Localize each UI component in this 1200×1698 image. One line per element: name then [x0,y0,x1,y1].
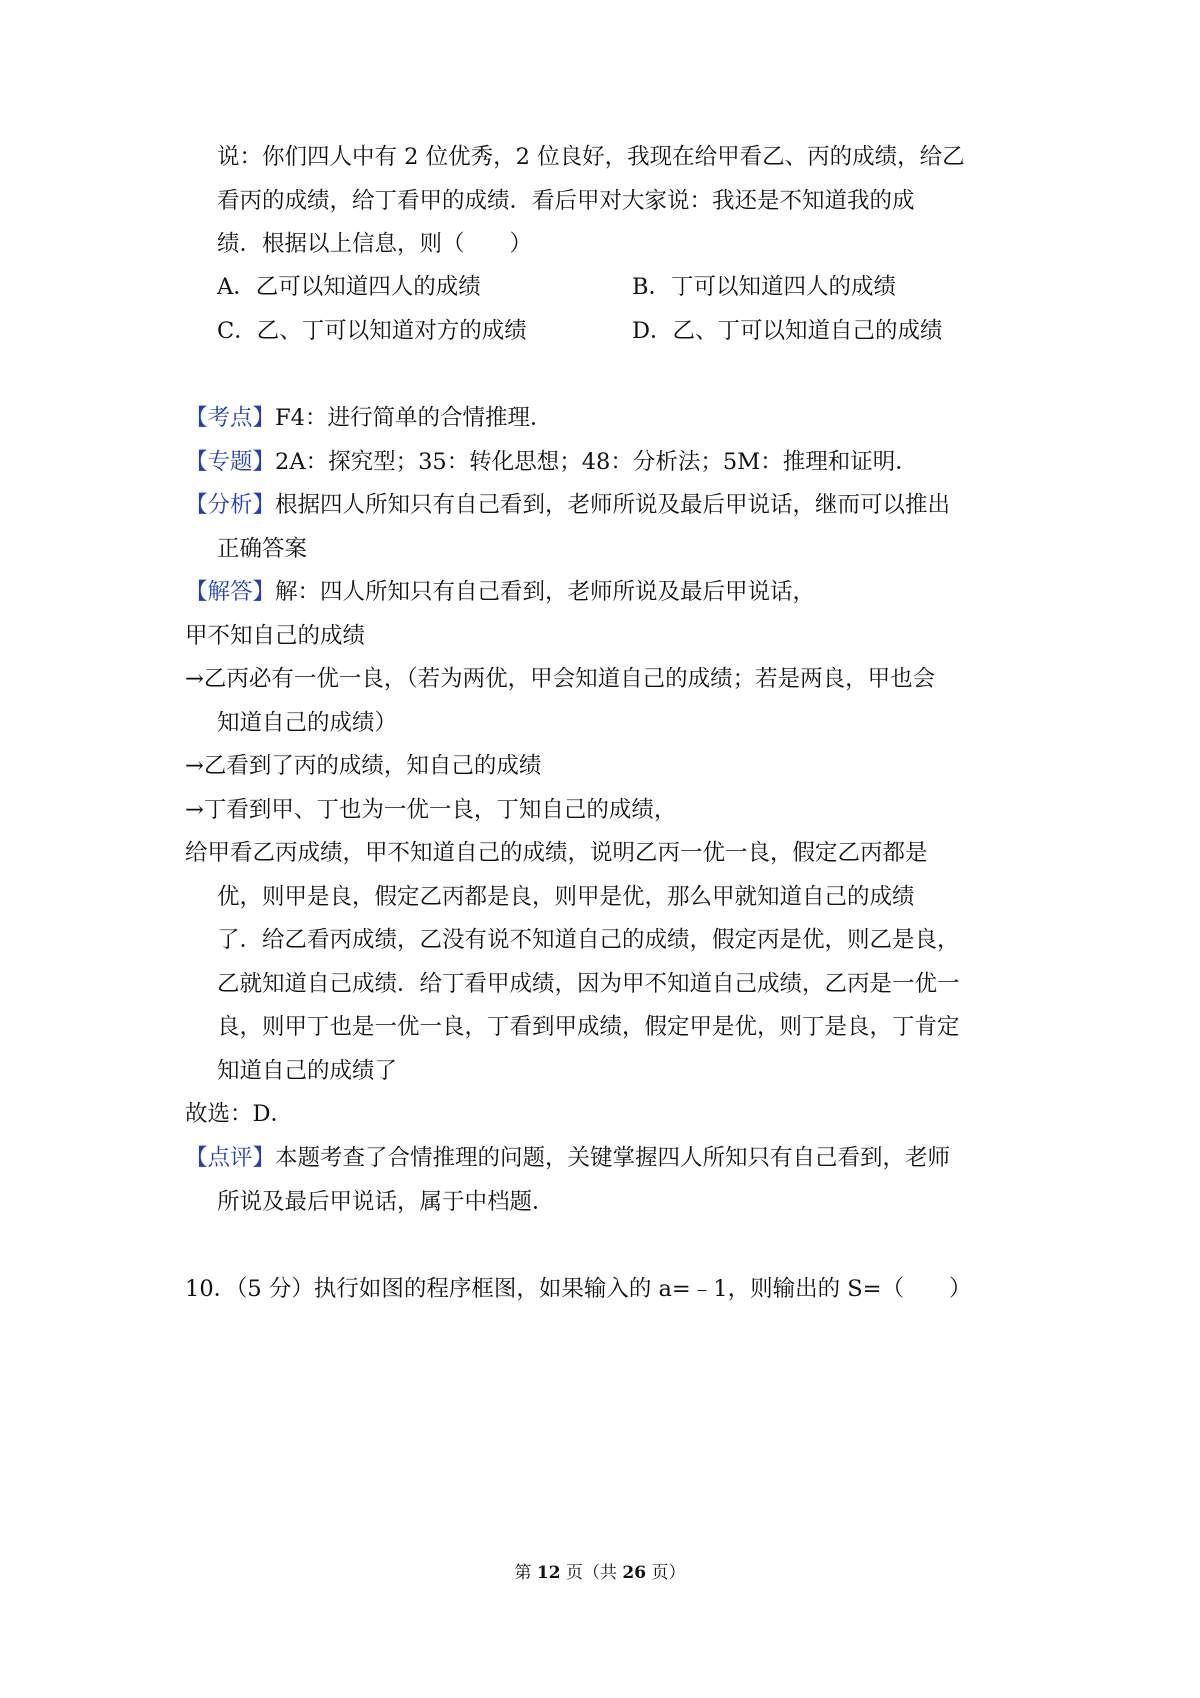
fenxi-line-2: 正确答案 [217,536,308,562]
jieda-line: 给甲看乙丙成绩，甲不知道自己的成绩，说明乙丙一优一良，假定乙丙都是 [185,840,928,866]
footer-suffix: 页） [646,1563,686,1583]
fenxi-tag: 【分析】 [185,492,276,518]
dianping-line-1 [185,1143,950,1173]
footer-prefix: 第 [514,1563,537,1583]
footer-page-number: 12 [536,1563,561,1583]
jieda-line-first [185,577,815,607]
jieda-line: →乙丙必有一优一良，（若为两优，甲会知道自己的成绩；若是两良，甲也会 [185,666,936,692]
jieda-line: 优，则甲是良，假定乙丙都是良，则甲是优，那么甲就知道自己的成绩 [217,884,915,910]
jieda-line: 甲不知自己的成绩 [185,623,366,649]
zhuanti-tag: 【专题】 [185,449,276,475]
footer-middle: 页（共 [560,1563,623,1583]
jieda-line: 知道自己的成绩） [217,710,398,736]
fenxi-text-1: 根据四人所知只有自己看到，老师所说及最后甲说话，继而可以推出 [275,492,951,518]
jieda-line: 了．给乙看丙成绩，乙没有说不知道自己的成绩，假定丙是优，则乙是良， [217,927,960,953]
page-footer [0,1561,1200,1585]
intro-line-1: 说：你们四人中有 2 位优秀，2 位良好，我现在给甲看乙、丙的成绩，给乙 [217,144,965,170]
option-c: C．乙、丁可以知道对方的成绩 [217,318,527,344]
kaodian-tag: 【考点】 [185,405,276,431]
kaodian-line [185,403,552,433]
option-a: A．乙可以知道四人的成绩 [217,274,481,300]
intro-line-2: 看丙的成绩，给丁看甲的成绩．看后甲对大家说：我还是不知道我的成 [217,188,915,214]
question-10: 10．（5 分）执行如图的程序框图，如果输入的 a=﹣1，则输出的 S=（ ） [185,1276,972,1302]
dianping-text-1: 本题考查了合情推理的问题，关键掌握四人所知只有自己看到，老师 [275,1145,951,1171]
jieda-line: →丁看到甲、丁也为一优一良，丁知自己的成绩， [185,797,677,823]
jieda-answer: 故选：D． [185,1101,294,1127]
intro-line-3: 绩．根据以上信息，则（ ） [217,231,533,257]
dianping-line-2: 所说及最后甲说话，属于中档题． [217,1189,555,1215]
fenxi-line-1 [185,490,950,520]
option-b: B．丁可以知道四人的成绩 [632,274,897,300]
zhuanti-text: 2A：探究型；35：转化思想；48：分析法；5M：推理和证明． [275,449,918,475]
jieda-line: 良，则甲丁也是一优一良，丁看到甲成绩，假定甲是优，则丁是良，丁肯定 [217,1014,960,1040]
dianping-tag: 【点评】 [185,1145,276,1171]
footer-total-pages: 26 [622,1563,647,1583]
zhuanti-line [185,447,918,477]
jieda-line: 知道自己的成绩了 [217,1058,398,1084]
jieda-tag: 【解答】 [185,579,276,605]
kaodian-text: F4：进行简单的合情推理． [275,405,553,431]
jieda-line: →乙看到了丙的成绩，知自己的成绩 [185,753,542,779]
jieda-line: 乙就知道自己成绩．给丁看甲成绩，因为甲不知道自己成绩，乙丙是一优一 [217,971,960,997]
option-d: D．乙、丁可以知道自己的成绩 [632,318,943,344]
jieda-text-first: 解：四人所知只有自己看到，老师所说及最后甲说话， [275,579,816,605]
